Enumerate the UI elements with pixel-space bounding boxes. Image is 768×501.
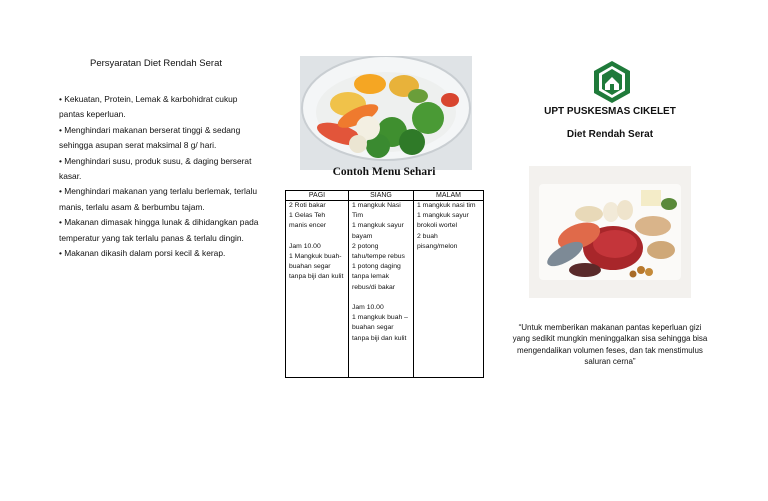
table-header-row: [286, 191, 484, 201]
brochure-subtitle: Diet Rendah Serat: [566, 129, 654, 140]
left-panel: [56, 0, 259, 501]
menu-table: [285, 190, 484, 378]
list-item: • Menghindari susu, produk susu, & daging berserat kasar.: [59, 155, 252, 182]
table-cell-malam: [414, 201, 484, 378]
cell-text: 1 mangkuk Nasi Tim 1 mangkuk sayur bayam 2 potong tahu/tempe rebus 1 potong daging tanpa lemak rebus/di bakar Jam 10.00 1 mangkuk buah – buahan segar tanpa biji dan kulit: [352, 202, 408, 342]
cell-text: 1 mangkuk nasi tim 1 mangkuk sayur brokoli wortel 2 buah pisang/melon: [417, 202, 476, 250]
list-item: • Menghindari makanan berserat tinggi & sedang sehingga asupan serat maksimal 8 g/ hari.: [59, 124, 241, 151]
table-cell-pagi: [286, 201, 349, 378]
list-item: • Menghindari makanan yang terlalu berlemak, terlalu manis, terlalu asam & berbumbu tajam.: [59, 186, 257, 212]
quote-text: “Untuk memberikan makanan pantas keperluan gizi yang sedikit mungkin meninggalkan sisa sehingga bisa mengendalikan volumen feses, dan tak menstimulus saluran cerna”: [512, 323, 708, 367]
menu-title: Contoh Menu Sehari: [332, 166, 436, 178]
column-header-malam: MALAM: [414, 191, 484, 201]
organization-name: UPT PUSKESMAS CIKELET: [544, 106, 676, 117]
table-row: [286, 201, 484, 378]
list-item: • Makanan dimasak hingga lunak & dihidangkan pada temperatur yang tak terlalu panas & terlalu dingin.: [59, 217, 259, 243]
list-item: • Makanan dikasih dalam porsi kecil & kerap.: [59, 248, 226, 259]
protein-foods-image: [529, 166, 691, 298]
requirements-list: [59, 92, 264, 261]
table-cell-siang: [349, 201, 414, 378]
puskesmas-logo-icon: [592, 60, 632, 104]
requirements-title: Persyaratan Diet Rendah Serat: [89, 58, 223, 69]
column-header-pagi: PAGI: [286, 191, 349, 201]
right-panel: [510, 0, 710, 501]
vegetable-bowl-image: [300, 56, 472, 170]
column-header-siang: SIANG: [349, 191, 414, 201]
cell-text: 2 Roti bakar 1 Gelas Teh manis encer Jam 10.00 1 Mangkuk buah-buahan segar tanpa biji dan kulit: [289, 202, 344, 281]
list-item: • Kekuatan, Protein, Lemak & karbohidrat cukup pantas keperluan.: [59, 94, 238, 120]
middle-panel: [284, 0, 484, 501]
